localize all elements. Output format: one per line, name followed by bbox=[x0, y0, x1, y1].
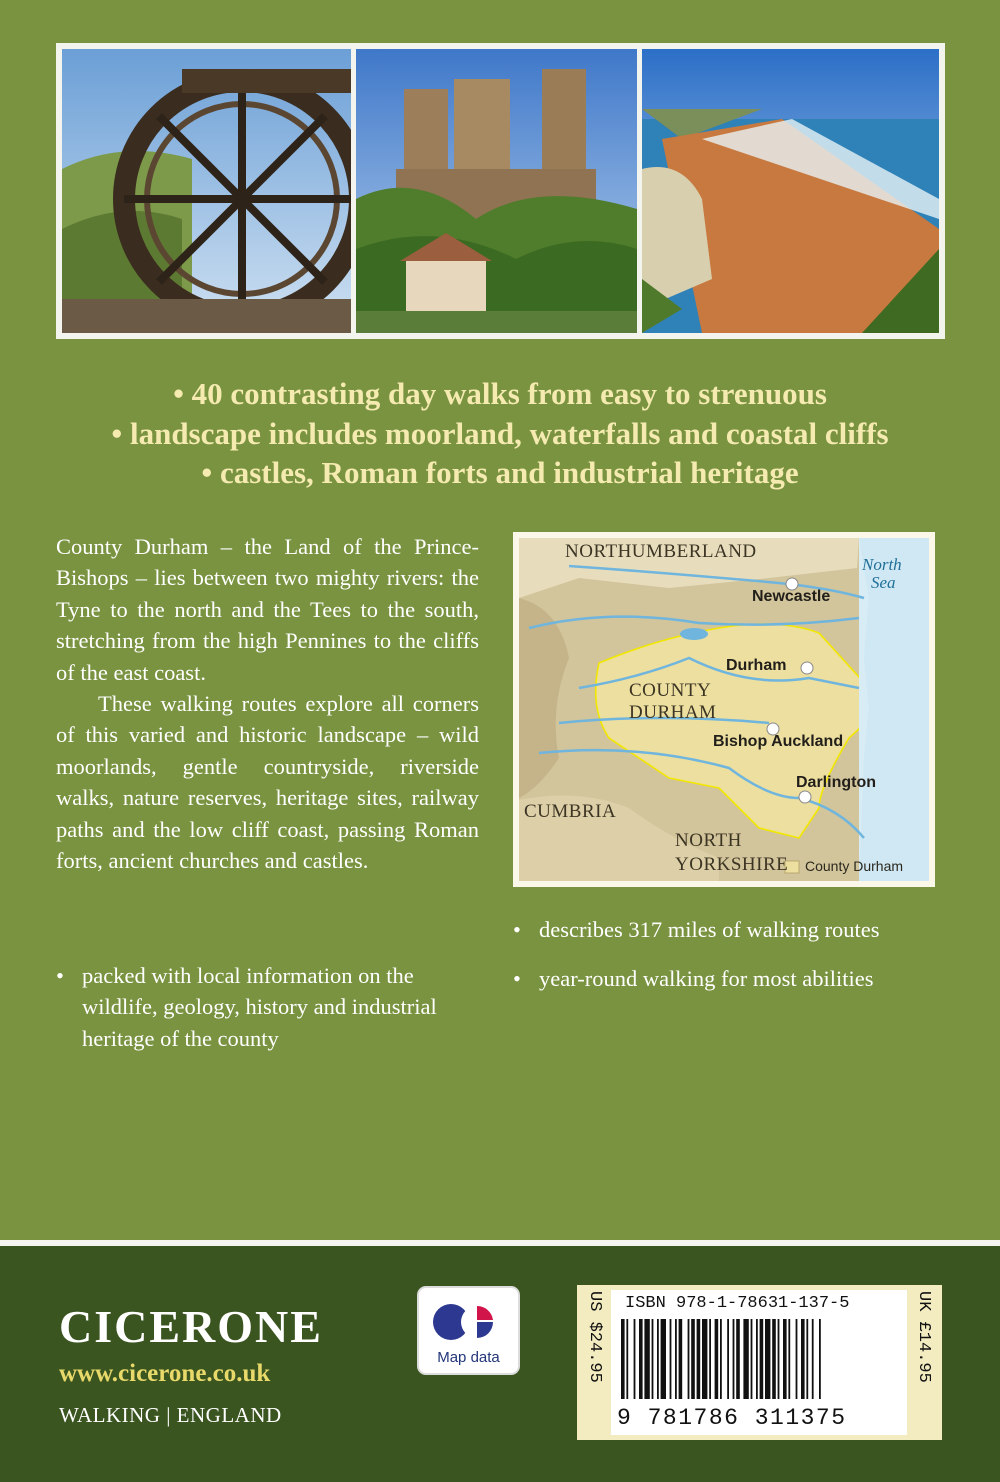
barcode-bar bbox=[743, 1319, 748, 1399]
description-paragraph: These walking routes explore all corners of this varied and historic landscape – wild moorlands, gentle countryside, riverside walks, nature reserves, heritage sites, railway paths and the low cliff coast, passing Roman forts, ancient churches and castles. bbox=[56, 691, 479, 874]
barcode-bar bbox=[691, 1319, 695, 1399]
feature-list-left bbox=[56, 960, 476, 1054]
highlight-line: • 40 contrasting day walks from easy to strenuous bbox=[173, 376, 827, 411]
barcode-bar bbox=[751, 1319, 753, 1399]
barcode-bar bbox=[727, 1319, 729, 1399]
barcode-bar bbox=[772, 1319, 776, 1399]
bullet-icon: • bbox=[513, 917, 521, 942]
barcode-bar bbox=[688, 1319, 690, 1399]
os-logo-icon bbox=[419, 1292, 518, 1352]
highlight-line: • castles, Roman forts and industrial heritage bbox=[201, 455, 799, 490]
barcode-bar bbox=[736, 1319, 740, 1399]
description-paragraph: County Durham – the Land of the Prince-Bishops – lies between two mighty rivers: the Tyne to the north and the Tees to the south, stretching from the high Pennines to the cliffs of the east coast. bbox=[56, 534, 479, 685]
sea-label-north: North bbox=[862, 555, 902, 574]
waterwheel-photo bbox=[62, 49, 351, 333]
barcode-bar bbox=[675, 1319, 677, 1399]
barcode-bar bbox=[626, 1319, 628, 1399]
barcode-bar bbox=[756, 1319, 758, 1399]
feature-item bbox=[513, 963, 913, 994]
barcode-bar bbox=[765, 1319, 770, 1399]
feature-text: describes 317 miles of walking routes bbox=[539, 917, 880, 942]
region-label-cumbria: CUMBRIA bbox=[524, 801, 617, 822]
barcode-bar bbox=[679, 1319, 683, 1399]
barcode-bar bbox=[720, 1319, 722, 1399]
region-label-yorkshire: YORKSHIRE bbox=[675, 854, 789, 875]
isbn-label: ISBN 978-1-78631-137-5 bbox=[625, 1294, 850, 1313]
barcode-bar bbox=[644, 1319, 649, 1399]
county-map bbox=[513, 532, 935, 887]
barcode-bar bbox=[715, 1319, 719, 1399]
map-legend-label: County Durham bbox=[805, 858, 904, 874]
barcode-bar bbox=[778, 1319, 780, 1399]
barcode-bar bbox=[796, 1319, 798, 1399]
town-label-bishop-auckland: Bishop Auckland bbox=[713, 733, 844, 750]
barcode-bar bbox=[670, 1319, 672, 1399]
feature-item bbox=[513, 914, 913, 945]
feature-item bbox=[56, 960, 476, 1054]
barcode-bar bbox=[652, 1319, 654, 1399]
barcode-bar bbox=[801, 1319, 805, 1399]
region-label-north: NORTH bbox=[675, 830, 742, 851]
price-us: US $24.95 bbox=[585, 1291, 604, 1383]
barcode-bar bbox=[697, 1319, 701, 1399]
region-label-northumberland: NORTHUMBERLAND bbox=[565, 541, 757, 562]
barcode-bar bbox=[702, 1319, 707, 1399]
publisher-logo: CICERONE bbox=[59, 1301, 323, 1352]
barcode-bar bbox=[709, 1319, 711, 1399]
os-caption: Map data bbox=[437, 1349, 500, 1366]
publisher-url: www.cicerone.co.uk bbox=[59, 1360, 271, 1387]
barcode-bar bbox=[657, 1319, 659, 1399]
barcode-bar bbox=[760, 1319, 764, 1399]
feature-list-right bbox=[513, 914, 913, 1013]
barcode-bar bbox=[788, 1319, 790, 1399]
feature-text: year-round walking for most abilities bbox=[539, 966, 874, 992]
feature-text: packed with local information on the wildlife, geology, history and industrial heritage of the county bbox=[82, 963, 437, 1051]
highlights bbox=[0, 374, 1000, 493]
price-uk: UK £14.95 bbox=[914, 1291, 933, 1383]
cathedral-photo bbox=[356, 49, 637, 333]
region-label-durham: DURHAM bbox=[629, 702, 717, 723]
bullet-icon: • bbox=[513, 966, 521, 992]
map-canvas bbox=[519, 538, 929, 881]
barcode-bar bbox=[733, 1319, 735, 1399]
barcode-bar bbox=[806, 1319, 808, 1399]
barcode-bar bbox=[819, 1319, 821, 1399]
barcode-bar bbox=[783, 1319, 787, 1399]
series-label: WALKING | ENGLAND bbox=[59, 1403, 282, 1427]
barcode-panel bbox=[577, 1285, 942, 1440]
barcode-bar bbox=[812, 1319, 814, 1399]
coast-photo bbox=[642, 49, 939, 333]
description bbox=[56, 531, 479, 876]
highlight-line: • landscape includes moorland, waterfalls and coastal cliffs bbox=[111, 415, 889, 451]
barcode-graphic bbox=[619, 1319, 899, 1399]
barcode-digits: 9 781786 311375 bbox=[617, 1405, 847, 1431]
town-label-darlington: Darlington bbox=[796, 774, 876, 791]
town-label-durham: Durham bbox=[726, 657, 787, 674]
barcode-bar bbox=[661, 1319, 666, 1399]
sea-label-sea: Sea bbox=[871, 573, 896, 592]
region-label-county: COUNTY bbox=[629, 680, 712, 701]
barcode-bar bbox=[634, 1319, 636, 1399]
barcode-bar bbox=[621, 1319, 625, 1399]
os-map-data-badge bbox=[417, 1286, 520, 1375]
town-label-newcastle: Newcastle bbox=[752, 588, 831, 605]
barcode-bar bbox=[639, 1319, 643, 1399]
bullet-icon: • bbox=[56, 963, 64, 988]
photo-strip bbox=[56, 43, 945, 339]
